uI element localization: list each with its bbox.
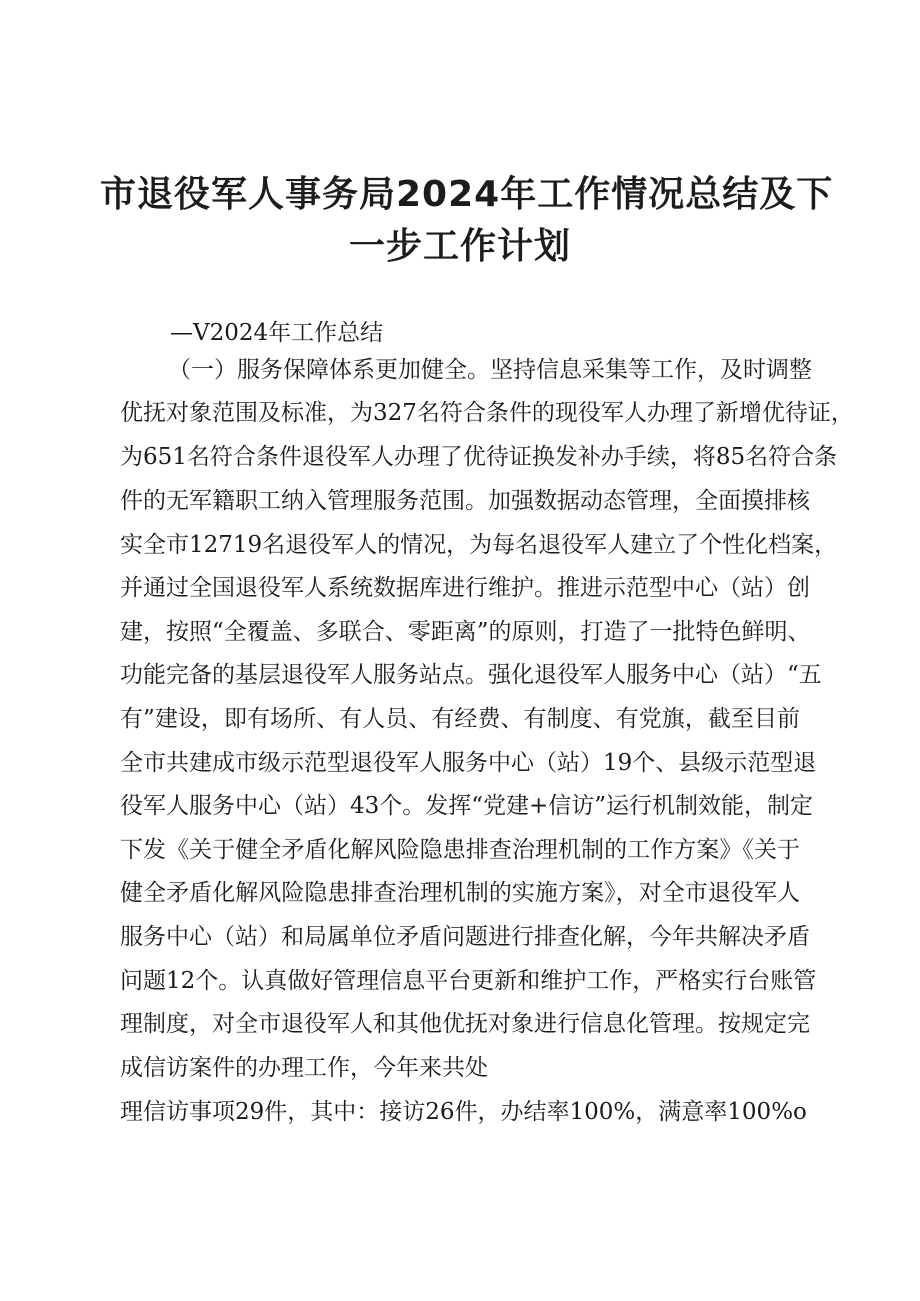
body-line: 下发《关于健全矛盾化解风险隐患排查治理机制的工作方案》《关于 bbox=[120, 837, 800, 863]
body-line: 服务中心（站）和局属单位矛盾问题进行排查化解，今年共解决矛盾 bbox=[120, 924, 810, 950]
body-line: 理制度，对全市退役军人和其他优抚对象进行信息化管理。按规定完 bbox=[120, 1011, 810, 1037]
section-heading: —V2024年工作总结 bbox=[170, 320, 384, 346]
body-line: （一）服务保障体系更加健全。坚持信息采集等工作，及时调整 bbox=[168, 357, 812, 383]
document-title-line-2: 一步工作计划 bbox=[348, 226, 571, 267]
body-line: 健全矛盾化解风险隐患排查治理机制的实施方案》，对全市退役军人 bbox=[120, 880, 800, 906]
body-line: 役军人服务中心（站）43个。发挥“党建+信访”运行机制效能，制定 bbox=[120, 793, 814, 819]
document-title-line-1: 市退役军人事务局2024年工作情况总结及下 bbox=[100, 174, 834, 215]
body-line: 全市共建成市级示范型退役军人服务中心（站）19个、县级示范型退 bbox=[120, 750, 817, 776]
body-line: 有”建设，即有场所、有人员、有经费、有制度、有党旗，截至目前 bbox=[120, 706, 800, 732]
body-line: 成信访案件的办理工作，今年来共处 bbox=[120, 1055, 488, 1081]
body-line: 优抚对象范围及标准，为327名符合条件的现役军人办理了新增优待证， bbox=[120, 400, 854, 426]
body-line: 理信访事项29件，其中：接访26件，办结率100%，满意率100%o bbox=[120, 1099, 807, 1125]
body-line: 功能完备的基层退役军人服务站点。强化退役军人服务中心（站）“五 bbox=[120, 662, 822, 688]
body-line: 为651名符合条件退役军人办理了优待证换发补办手续，将85名符合条 bbox=[120, 444, 838, 470]
body-line: 问题12个。认真做好管理信息平台更新和维护工作，严格实行台账管 bbox=[120, 968, 817, 994]
body-line: 并通过全国退役军人系统数据库进行维护。推进示范型中心（站）创 bbox=[120, 575, 810, 601]
body-line: 建，按照“全覆盖、多联合、零距离”的原则，打造了一批特色鲜明、 bbox=[120, 619, 811, 645]
body-line: 实全市12719名退役军人的情况，为每名退役军人建立了个性化档案， bbox=[120, 532, 838, 558]
body-line: 件的无军籍职工纳入管理服务范围。加强数据动态管理，全面摸排核 bbox=[120, 488, 810, 514]
